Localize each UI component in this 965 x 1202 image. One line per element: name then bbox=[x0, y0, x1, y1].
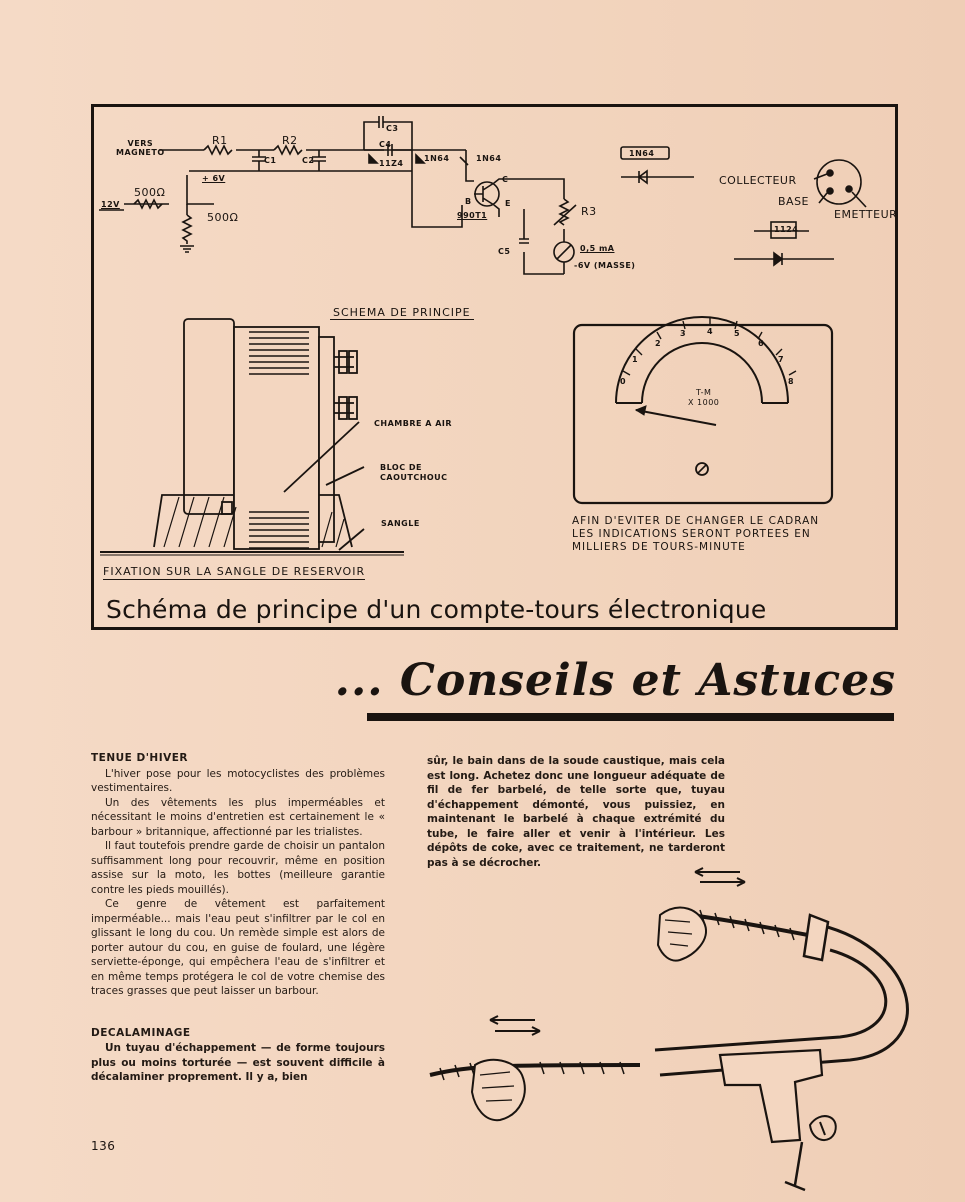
diode-1n64-label-b: 1N64 bbox=[476, 154, 502, 163]
transistor-c-label: C bbox=[502, 175, 509, 184]
resistor-500-b-label: 500Ω bbox=[207, 211, 239, 224]
heading-rule bbox=[367, 713, 894, 721]
masse-label: -6V (MASSE) bbox=[574, 261, 636, 270]
main-caption: Schéma de principe d'un compte-tours électronique bbox=[106, 595, 767, 624]
paragraph: Ce genre de vêtement est parfaitement imperméable... mais l'eau peut s'infiltrer par le col en glissant le long du cou. Un remède simple est alors de porter autour du cou, en guise de foulard, une légère serviette-éponge, qui empêchera l'eau de s'infiltrer et en même temps protégera le col de votre chemise des traces grasses que peut laisser un barbour. bbox=[91, 898, 385, 997]
c5-label: C5 bbox=[498, 247, 511, 256]
fixation-caption: FIXATION SUR LA SANGLE DE RESERVOIR bbox=[103, 565, 366, 578]
collecteur-label: COLLECTEUR bbox=[719, 174, 797, 187]
meter-ma-label: 0,5 mA bbox=[580, 244, 615, 253]
c1-label: C1 bbox=[264, 156, 277, 165]
r2-label: R2 bbox=[282, 134, 298, 147]
dial-tick-2: 2 bbox=[655, 339, 662, 348]
left-column bbox=[91, 751, 385, 1085]
r1-label: R1 bbox=[212, 134, 228, 147]
legend-1124-label: 1124 bbox=[774, 225, 799, 234]
c2-label: C2 bbox=[302, 156, 315, 165]
transistor-e-label: E bbox=[505, 199, 511, 208]
paragraph: Un tuyau d'échappement — de forme toujours plus ou moins torturée — est souvent difficile à décalaminer proprement. Il y a, bien bbox=[91, 1042, 385, 1083]
legend-1n64-label: 1N64 bbox=[629, 149, 655, 158]
bloc-caoutchouc-label: BLOC DE CAOUTCHOUC bbox=[380, 463, 448, 482]
paragraph: Il faut toutefois prendre garde de choisir un pantalon suffisamment long pour recouvrir, même en position assise sur la moto, les bottes (meilleure garantie contre les pieds mouillés). bbox=[91, 840, 385, 896]
paragraph: Un des vêtements les plus imperméables et nécessitant le moins d'entretien est certainement le « barbour » britannique, affectionné par les trialistes. bbox=[91, 796, 385, 838]
exhaust-cleaning-illustration bbox=[400, 860, 940, 1200]
section-title-tenue: TENUE D'HIVER bbox=[91, 752, 188, 764]
page-number: 136 bbox=[91, 1139, 116, 1153]
dial-tick-6: 6 bbox=[758, 339, 765, 348]
diode-1n64-label-a: 1N64 bbox=[424, 154, 450, 163]
dial-tick-0: 0 bbox=[620, 377, 627, 386]
c4-label: C4 bbox=[379, 140, 392, 149]
c3-label: C3 bbox=[386, 124, 399, 133]
dial-tick-4: 4 bbox=[707, 327, 714, 336]
dial-tick-5: 5 bbox=[734, 329, 741, 338]
right-column: sûr, le bain dans de la soude caustique, mais cela est long. Achetez donc une longueur adéquate de fil de fer barbelé, de telle sorte que, tuyau d'échappement démonté, vous puissiez, en maintenant le barbelé à chaque extrémité du tube, le faire aller et venir à l'intérieur. Les dépôts de coke, avec ce traitement, ne tarderont pas à se décrocher. bbox=[427, 755, 725, 869]
dial-tick-3: 3 bbox=[680, 329, 687, 338]
r3-label: R3 bbox=[581, 205, 597, 218]
plus-6v-label: + 6V bbox=[202, 174, 226, 183]
resistor-500-a-label: 500Ω bbox=[134, 186, 166, 199]
12v-label: 12V bbox=[101, 200, 120, 209]
dial-unit-label: T-M X 1000 bbox=[688, 388, 720, 407]
section-title-decalaminage: DECALAMINAGE bbox=[91, 1026, 191, 1039]
sangle-label: SANGLE bbox=[381, 519, 420, 528]
chambre-air-label: CHAMBRE A AIR bbox=[374, 419, 453, 428]
dial-note: AFIN D'EVITER DE CHANGER LE CADRAN LES INDICATIONS SERONT PORTEES EN MILLIERS DE TOURS-MINUTE bbox=[572, 515, 820, 553]
schematic-panel bbox=[91, 104, 898, 630]
schema-principe-label: SCHEMA DE PRINCIPE bbox=[330, 306, 474, 320]
dial-tick-8: 8 bbox=[788, 377, 795, 386]
emetteur-label: EMETTEUR bbox=[834, 208, 898, 221]
dial-tick-7: 7 bbox=[778, 355, 785, 364]
dial-tick-1: 1 bbox=[632, 355, 639, 364]
article-heading: ... Conseils et Astuces bbox=[334, 655, 896, 706]
paragraph: L'hiver pose pour les motocyclistes des problèmes vestimentaires. bbox=[91, 767, 385, 794]
transistor-b-label: B bbox=[465, 197, 472, 206]
base-label: BASE bbox=[778, 195, 810, 208]
vers-magneto-label: VERS MAGNETO bbox=[116, 139, 165, 157]
transistor-label: 990T1 bbox=[457, 211, 488, 220]
diode-1124-label: 11Z4 bbox=[379, 159, 404, 168]
